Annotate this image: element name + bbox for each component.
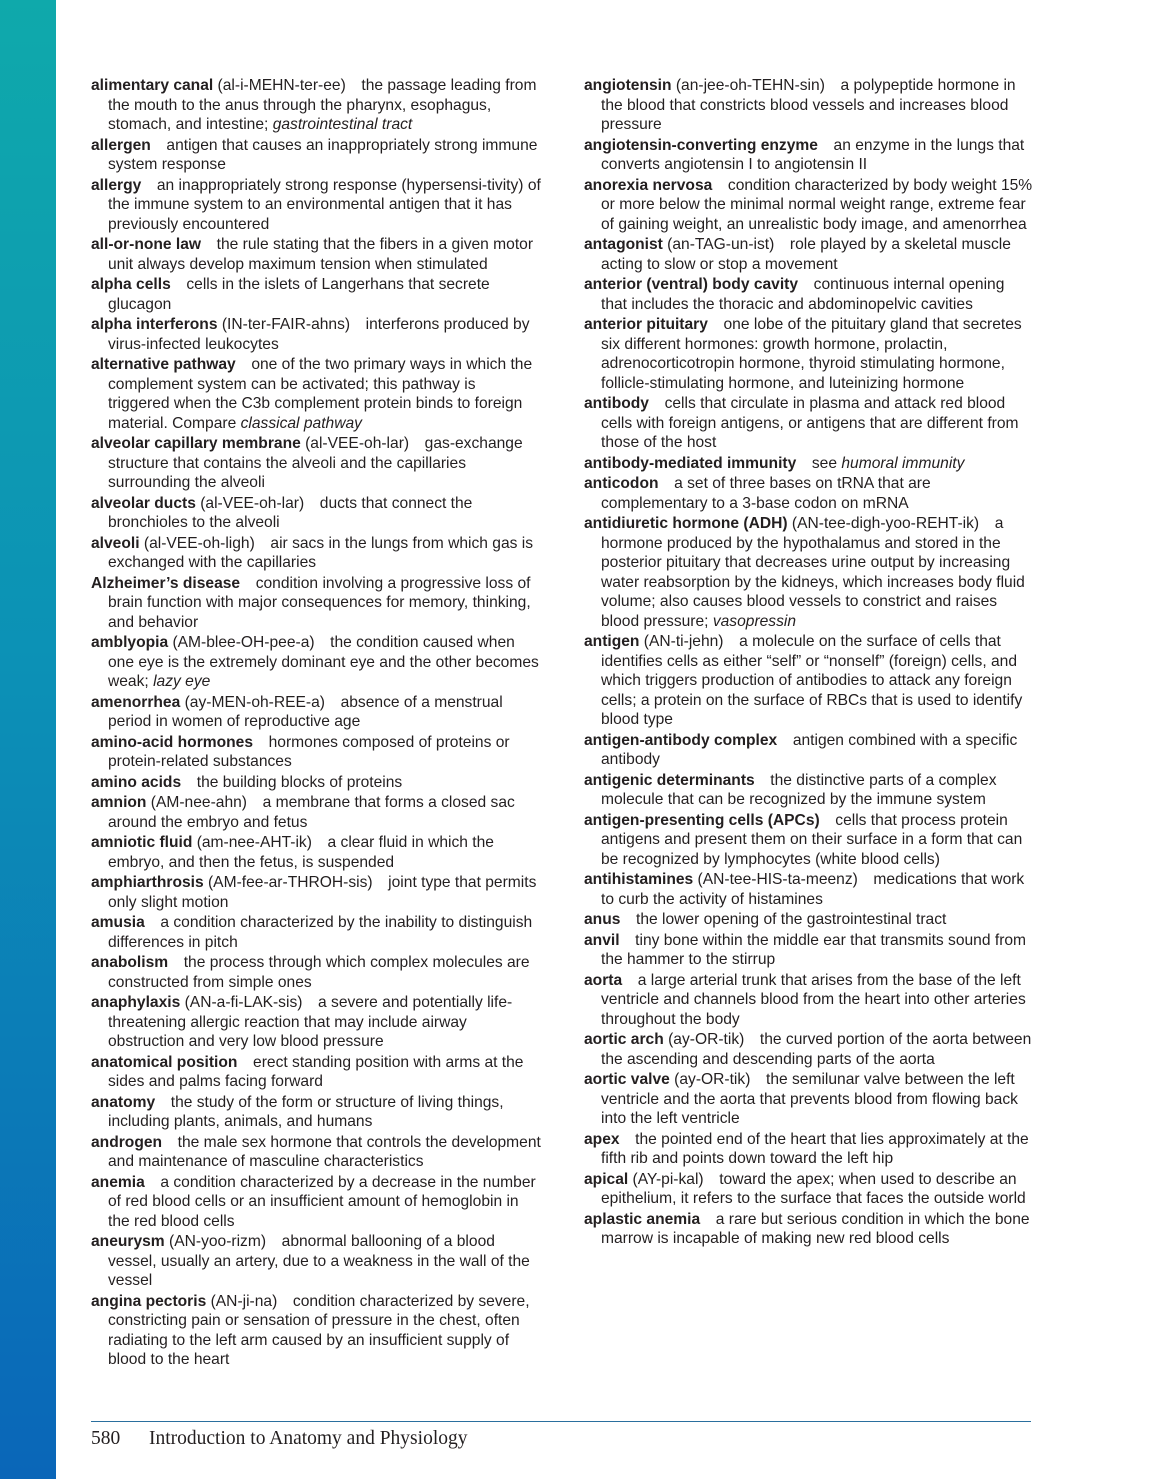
entry-definition: the process through which complex molecules are constructed from simple ones bbox=[108, 954, 530, 991]
glossary-entry bbox=[584, 394, 1034, 453]
glossary-entry bbox=[584, 1030, 1034, 1069]
glossary-entry bbox=[584, 454, 1034, 474]
entry-definition: air sacs in the lungs from which gas is exchanged with the capillaries bbox=[108, 534, 534, 571]
entry-pronunciation: (AM-fee-ar-THROH-sis) bbox=[203, 874, 373, 891]
entry-pronunciation: (AN-tee-digh-yoo-REHT-ik) bbox=[787, 515, 980, 532]
entry-term: Alzheimer’s disease bbox=[91, 574, 241, 592]
entry-definition: continuous internal opening that includes the thoracic and abdominopelvic cavities bbox=[601, 276, 1005, 313]
entry-term: alpha cells bbox=[91, 276, 171, 293]
entry-pronunciation: (ay-OR-tik) bbox=[669, 1071, 751, 1088]
entry-definition: see bbox=[811, 454, 842, 472]
entry-term: antibody bbox=[584, 395, 649, 412]
glossary-entry bbox=[91, 315, 541, 354]
entry-term: anus bbox=[584, 911, 621, 928]
entry-definition: an inappropriately strong response (hypersensi-tivity) of the immune system to an environmental antigen that it has previously encountered bbox=[108, 176, 541, 233]
entry-definition: abnormal ballooning of a blood vessel, usually an artery, due to a weakness in the wall of the vessel bbox=[108, 1233, 530, 1289]
entry-pronunciation: (al-i-MEHN-ter-ee) bbox=[213, 77, 346, 94]
entry-definition: cells that circulate in plasma and attack red blood cells with foreign antigens, or antigens that are different from those of the host bbox=[601, 395, 1019, 451]
entry-definition: the pointed end of the heart that lies approximately at the fifth rib and points down toward the left hip bbox=[601, 1130, 1029, 1167]
glossary-entry bbox=[584, 971, 1034, 1030]
entry-term: anterior pituitary bbox=[584, 316, 708, 333]
glossary-entry bbox=[584, 870, 1034, 909]
entry-term: anvil bbox=[584, 931, 620, 949]
glossary-entry bbox=[91, 534, 541, 573]
glossary-entry bbox=[584, 176, 1034, 235]
entry-term: alpha interferons bbox=[91, 316, 218, 333]
entry-term: amenorrhea bbox=[91, 693, 181, 711]
entry-definition: the distinctive parts of a complex molecule that can be recognized by the immune system bbox=[601, 771, 997, 808]
entry-definition: condition involving a progressive loss of brain function with major consequences for memory, thinking, and behavior bbox=[108, 574, 531, 631]
glossary-entry bbox=[91, 574, 541, 633]
entry-term: anterior (ventral) body cavity bbox=[584, 276, 799, 293]
entry-definition: the condition caused when one eye is the extremely dominant eye and the other becomes weak; bbox=[108, 634, 539, 690]
glossary-entry bbox=[91, 733, 541, 772]
entry-pronunciation: (ay-OR-tik) bbox=[663, 1031, 745, 1048]
entry-pronunciation: (AY-pi-kal) bbox=[628, 1170, 704, 1188]
entry-term: androgen bbox=[91, 1133, 163, 1151]
entry-definition: condition characterized by body weight 15% or more below the minimal normal weight range, extreme fear of gaining weight, an unrealistic body image, and amenorrhea bbox=[601, 176, 1033, 233]
glossary-entry bbox=[91, 494, 541, 533]
entry-term: angina pectoris bbox=[91, 1292, 207, 1310]
entry-term: amnion bbox=[91, 794, 147, 811]
entry-term: angiotensin bbox=[584, 77, 672, 94]
glossary-entry bbox=[91, 833, 541, 872]
glossary-entry bbox=[91, 913, 541, 952]
entry-cross-reference: gastrointestinal tract bbox=[272, 116, 413, 133]
entry-definition: the semilunar valve between the left ventricle and the aorta that prevents blood from flowing back into the left ventricle bbox=[601, 1071, 1018, 1127]
entry-definition: condition characterized by severe, constricting pain or sensation of pressure in the chest, often radiating to the left arm caused by an insufficient supply of blood to the heart bbox=[108, 1292, 530, 1368]
entry-definition: a rare but serious condition in which the bone marrow is incapable of making new red blood cells bbox=[601, 1210, 1030, 1247]
entry-definition: an enzyme in the lungs that converts angiotensin I to angiotensin II bbox=[601, 136, 1025, 173]
entry-term: antibody-mediated immunity bbox=[584, 454, 797, 472]
entry-definition: the passage leading from the mouth to the anus through the pharynx, esophagus, stomach, and intestine; bbox=[108, 77, 537, 133]
glossary-entry bbox=[584, 811, 1034, 870]
entry-term: amusia bbox=[91, 914, 145, 931]
entry-definition: a severe and potentially life-threatening allergic reaction that may include airway obstruction and very low blood pressure bbox=[108, 994, 513, 1050]
entry-term: amphiarthrosis bbox=[91, 874, 204, 891]
entry-term: amblyopia bbox=[91, 634, 169, 651]
glossary-entry bbox=[584, 474, 1034, 513]
entry-definition: the rule stating that the fibers in a given motor unit always develop maximum tension when stimulated bbox=[108, 236, 534, 273]
entry-term: amino acids bbox=[91, 773, 182, 791]
entry-definition: cells that process protein antigens and present them on their surface in a form that can be recognized by lymphocytes (white blood cells) bbox=[601, 811, 1023, 868]
entry-definition: role played by a skeletal muscle acting to slow or stop a movement bbox=[601, 236, 1011, 273]
glossary-entry bbox=[91, 1173, 541, 1232]
entry-definition: a large arterial trunk that arises from the base of the left ventricle and channels blood from the heart into other arteries throughout the body bbox=[601, 971, 1026, 1028]
entry-definition: toward the apex; when used to describe an epithelium, it refers to the surface that faces the outside world bbox=[601, 1170, 1026, 1207]
entry-definition: joint type that permits only slight motion bbox=[108, 874, 537, 911]
entry-definition: a hormone produced by the hypothalamus and stored in the posterior pituitary that decreases urine output by increasing water reabsorption by the kidneys, which increases body fluid volume; also causes blood vessels to constrict and raises blood pressure; bbox=[601, 515, 1025, 630]
glossary-entry bbox=[91, 1133, 541, 1172]
entry-pronunciation: (AN-ti-jehn) bbox=[639, 633, 724, 650]
glossary-entry bbox=[584, 731, 1034, 770]
entry-term: anatomy bbox=[91, 1093, 156, 1111]
entry-term: anticodon bbox=[584, 475, 659, 492]
entry-term: antigen-presenting cells (APCs) bbox=[584, 811, 820, 829]
entry-definition: the male sex hormone that controls the development and maintenance of masculine characteristics bbox=[108, 1133, 541, 1170]
glossary-entry bbox=[584, 514, 1034, 631]
entry-pronunciation: (al-VEE-oh-ligh) bbox=[139, 534, 255, 552]
entry-term: antihistamines bbox=[584, 871, 694, 888]
entry-pronunciation: (IN-ter-FAIR-ahns) bbox=[217, 316, 351, 333]
entry-definition: one of the two primary ways in which the complement system can be activated; this pathway is triggered when the C3b complement protein binds to foreign material. Compare bbox=[108, 356, 533, 432]
glossary-entry bbox=[91, 275, 541, 314]
entry-definition: gas-exchange structure that contains the alveoli and the capillaries surrounding the alveoli bbox=[108, 435, 523, 491]
entry-pronunciation: (AM-nee-ahn) bbox=[146, 794, 247, 811]
entry-term: alveoli bbox=[91, 534, 140, 552]
glossary-entry bbox=[91, 176, 541, 235]
page-footer bbox=[91, 1428, 467, 1452]
glossary-entry bbox=[584, 1130, 1034, 1169]
entry-pronunciation: (AN-a-fi-LAK-sis) bbox=[180, 994, 303, 1011]
entry-definition: a clear fluid in which the embryo, and then the fetus, is suspended bbox=[108, 834, 494, 871]
entry-pronunciation: (AM-blee-OH-pee-a) bbox=[168, 634, 315, 651]
glossary-entry bbox=[91, 355, 541, 433]
book-title: Introduction to Anatomy and Physiology bbox=[149, 1428, 468, 1449]
entry-definition: a polypeptide hormone in the blood that constricts blood vessels and increases blood pressure bbox=[601, 77, 1016, 133]
entry-term: anorexia nervosa bbox=[584, 176, 713, 194]
entry-definition: erect standing position with arms at the sides and palms facing forward bbox=[108, 1053, 524, 1090]
entry-term: antagonist bbox=[584, 236, 663, 253]
entry-definition: antigen combined with a specific antibody bbox=[601, 731, 1018, 768]
entry-term: anaphylaxis bbox=[91, 994, 181, 1011]
entry-cross-reference: humoral immunity bbox=[841, 454, 965, 472]
entry-term: antigenic determinants bbox=[584, 771, 755, 789]
entry-definition: tiny bone within the middle ear that transmits sound from the hammer to the stirrup bbox=[601, 931, 1027, 968]
glossary-entry bbox=[584, 632, 1034, 730]
entry-definition: the study of the form or structure of living things, including plants, animals, and humans bbox=[108, 1093, 504, 1130]
entry-term: aorta bbox=[584, 971, 623, 989]
entry-definition: antigen that causes an inappropriately strong immune system response bbox=[108, 136, 538, 173]
entry-term: amniotic fluid bbox=[91, 834, 193, 851]
entry-definition: hormones composed of proteins or protein-related substances bbox=[108, 733, 510, 770]
entry-definition: interferons produced by virus-infected leukocytes bbox=[108, 316, 530, 353]
entry-definition: absence of a menstrual period in women of reproductive age bbox=[108, 693, 503, 730]
entry-definition: a membrane that forms a closed sac around the embryo and fetus bbox=[108, 794, 515, 831]
glossary-entry bbox=[584, 1170, 1034, 1209]
entry-pronunciation: (AN-tee-HIS-ta-meenz) bbox=[693, 871, 858, 888]
glossary-entry bbox=[91, 1232, 541, 1291]
glossary-entry bbox=[91, 953, 541, 992]
entry-definition: the curved portion of the aorta between the ascending and descending parts of the aorta bbox=[601, 1031, 1032, 1068]
entry-term: alternative pathway bbox=[91, 356, 236, 373]
entry-term: alimentary canal bbox=[91, 77, 214, 94]
glossary-entry bbox=[584, 1210, 1034, 1249]
glossary-entry bbox=[584, 76, 1034, 135]
entry-term: aplastic anemia bbox=[584, 1210, 701, 1228]
glossary-entry bbox=[91, 434, 541, 493]
entry-term: antigen bbox=[584, 633, 640, 650]
entry-pronunciation: (am-nee-AHT-ik) bbox=[192, 834, 312, 851]
glossary-entry bbox=[91, 76, 541, 135]
entry-term: allergen bbox=[91, 136, 151, 154]
entry-definition: a condition characterized by a decrease in the number of red blood cells or an insufficient amount of hemoglobin in the red blood cells bbox=[108, 1173, 536, 1230]
entry-term: antigen-antibody complex bbox=[584, 731, 778, 749]
entry-term: aortic valve bbox=[584, 1071, 670, 1088]
glossary-entry bbox=[91, 1053, 541, 1092]
entry-pronunciation: (al-VEE-oh-lar) bbox=[195, 494, 305, 512]
entry-term: antidiuretic hormone (ADH) bbox=[584, 515, 788, 532]
entry-term: anemia bbox=[91, 1173, 145, 1191]
glossary-entry bbox=[584, 275, 1034, 314]
glossary-entry bbox=[91, 873, 541, 912]
entry-cross-reference: lazy eye bbox=[153, 673, 211, 690]
entry-term: alveolar capillary membrane bbox=[91, 435, 301, 452]
entry-pronunciation: (al-VEE-oh-lar) bbox=[300, 435, 410, 452]
glossary-entry bbox=[584, 235, 1034, 274]
entry-definition: cells in the islets of Langerhans that secrete glucagon bbox=[108, 276, 490, 313]
glossary-entry bbox=[584, 315, 1034, 393]
page-number: 580 bbox=[91, 1428, 121, 1449]
entry-definition: one lobe of the pituitary gland that secretes six different hormones: growth hormone, prolactin, adrenocorticotropin hormone, thyroid stimulating hormone, follicle-stimulating hormone, and luteinizing hormone bbox=[601, 316, 1022, 392]
glossary-entry bbox=[91, 1292, 541, 1370]
glossary-entry bbox=[91, 793, 541, 832]
entry-definition: ducts that connect the bronchioles to the alveoli bbox=[108, 494, 473, 531]
glossary-entry bbox=[91, 1093, 541, 1132]
glossary-entry bbox=[584, 771, 1034, 810]
entry-term: anatomical position bbox=[91, 1053, 238, 1071]
glossary-entry bbox=[91, 773, 541, 793]
entry-pronunciation: (an-TAG-un-ist) bbox=[662, 236, 775, 253]
entry-definition: a set of three bases on tRNA that are complementary to a 3-base codon on mRNA bbox=[601, 475, 931, 512]
glossary-column-right bbox=[584, 76, 1034, 1250]
glossary-entry bbox=[91, 136, 541, 175]
entry-term: aortic arch bbox=[584, 1031, 664, 1048]
glossary-column-left bbox=[91, 76, 541, 1371]
entry-pronunciation: (an-jee-oh-TEHN-sin) bbox=[671, 77, 825, 94]
entry-definition: a condition characterized by the inability to distinguish differences in pitch bbox=[108, 914, 533, 951]
entry-cross-reference: vasopressin bbox=[712, 612, 797, 630]
footer-rule bbox=[91, 1421, 1031, 1422]
entry-pronunciation: (AN-ji-na) bbox=[206, 1292, 278, 1310]
glossary-entry bbox=[584, 136, 1034, 175]
glossary-entry bbox=[91, 235, 541, 274]
entry-term: all-or-none law bbox=[91, 236, 202, 253]
glossary-entry bbox=[91, 633, 541, 692]
entry-definition: a molecule on the surface of cells that identifies cells as either “self” or “nonself” (foreign) cells, and which triggers production of antibodies to attack any foreign cells; a protein on the surface of RBCs that is used to identify blood type bbox=[601, 633, 1023, 728]
entry-pronunciation: (AN-yoo-rizm) bbox=[164, 1233, 267, 1250]
entry-term: amino-acid hormones bbox=[91, 733, 254, 751]
entry-definition: medications that work to curb the activity of histamines bbox=[601, 871, 1025, 908]
entry-term: angiotensin-converting enzyme bbox=[584, 136, 818, 154]
glossary-entry bbox=[91, 993, 541, 1052]
entry-cross-reference: classical pathway bbox=[240, 414, 362, 432]
entry-term: alveolar ducts bbox=[91, 494, 196, 512]
glossary-entry bbox=[584, 910, 1034, 930]
entry-definition: the lower opening of the gastrointestinal tract bbox=[636, 911, 947, 928]
entry-definition: the building blocks of proteins bbox=[196, 773, 403, 791]
entry-term: allergy bbox=[91, 176, 142, 194]
entry-pronunciation: (ay-MEN-oh-REE-a) bbox=[180, 693, 325, 711]
glossary-entry bbox=[584, 931, 1034, 970]
entry-term: apical bbox=[584, 1170, 629, 1188]
entry-term: apex bbox=[584, 1130, 620, 1148]
glossary-entry bbox=[584, 1070, 1034, 1129]
side-color-bar bbox=[0, 0, 56, 1479]
entry-term: aneurysm bbox=[91, 1233, 165, 1250]
entry-term: anabolism bbox=[91, 954, 169, 971]
glossary-entry bbox=[91, 693, 541, 732]
